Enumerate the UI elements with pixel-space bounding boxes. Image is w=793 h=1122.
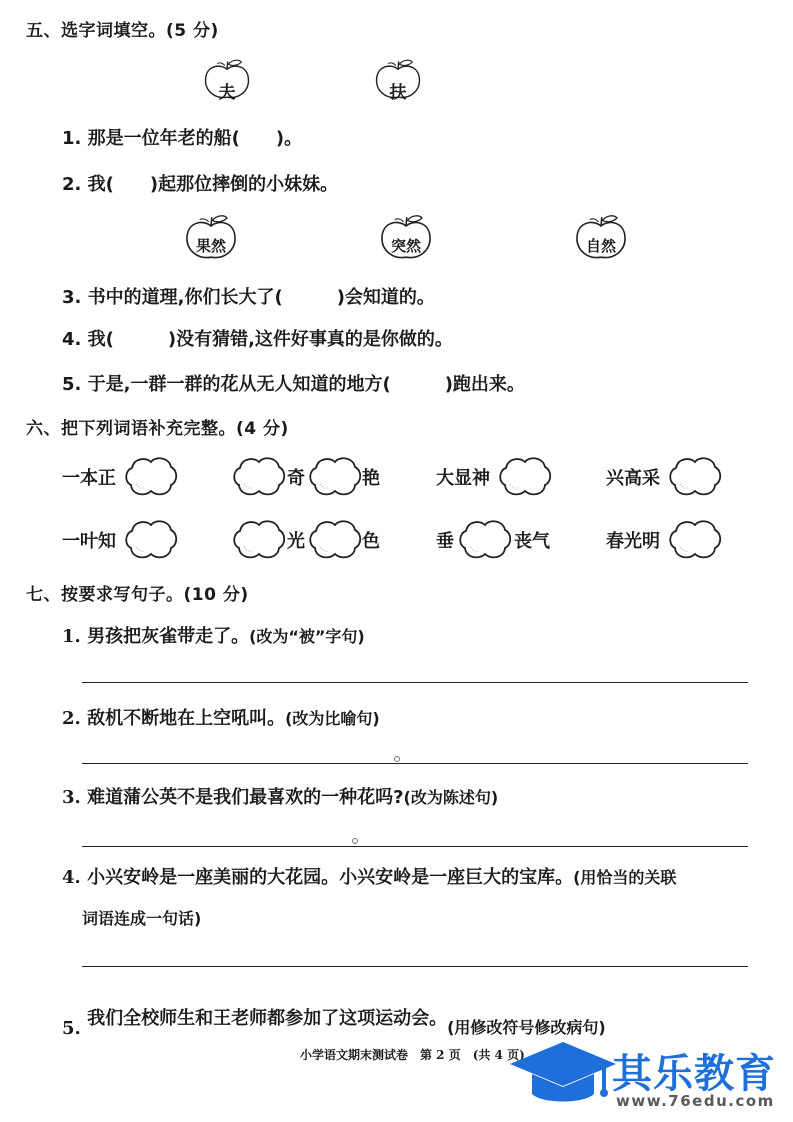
apple-option-turan bbox=[378, 210, 434, 266]
section5-question-4: 4. 我( )没有猜错,这件好事真的是你做的。 bbox=[62, 329, 453, 350]
apple-option-fu-support bbox=[373, 54, 423, 106]
section7-question-5 bbox=[62, 1004, 606, 1039]
apple-option-guoran bbox=[183, 210, 239, 266]
cloud-icon bbox=[498, 454, 552, 498]
option-label: 果然 bbox=[195, 237, 226, 255]
option-label: 扶 bbox=[389, 83, 407, 103]
section7-question-2 bbox=[62, 704, 380, 730]
answer-line[interactable] bbox=[82, 763, 748, 764]
cloud-blank[interactable] bbox=[308, 454, 362, 498]
cloud-icon bbox=[232, 454, 286, 498]
cloud-blank[interactable] bbox=[458, 517, 512, 561]
cloud-icon bbox=[124, 454, 178, 498]
section7-question-1 bbox=[62, 622, 365, 648]
apple-option-ziran bbox=[573, 210, 629, 266]
watermark-url: www.76edu.com bbox=[616, 1092, 775, 1110]
cloud-blank[interactable] bbox=[668, 454, 722, 498]
cloud-icon bbox=[308, 454, 362, 498]
cloud-blank[interactable] bbox=[668, 517, 722, 561]
option-label: 突然 bbox=[390, 237, 421, 255]
cloud-blank[interactable] bbox=[232, 454, 286, 498]
section5-question-2: 2. 我( )起那位摔倒的小妹妹。 bbox=[62, 174, 339, 195]
watermark-brand: 其乐教育 bbox=[612, 1051, 776, 1097]
option-label: 自然 bbox=[585, 237, 616, 255]
cloud-icon bbox=[232, 517, 286, 561]
question-text: 敌机不断地在上空吼叫。 bbox=[87, 708, 286, 729]
graduation-cap-icon bbox=[508, 1040, 618, 1114]
section6-title: 六、把下列词语补充完整。(4 分) bbox=[26, 419, 289, 439]
question-number: 1. bbox=[62, 626, 81, 647]
question-number: 2. bbox=[62, 708, 81, 729]
section7-question-4-line2: 词语连成一句话) bbox=[82, 909, 202, 928]
option-label: 夫 bbox=[218, 83, 236, 103]
section7-question-3 bbox=[62, 783, 498, 809]
question-hint: (用修改符号修改病句) bbox=[447, 1018, 606, 1037]
answer-line[interactable] bbox=[82, 846, 748, 847]
question-number: 3. bbox=[62, 787, 81, 808]
section7-question-4-line1 bbox=[62, 863, 676, 889]
page-footer: 小学语文期末测试卷 第 2 页 (共 4 页) bbox=[300, 1048, 525, 1062]
cloud-icon bbox=[668, 517, 722, 561]
idiom-7-prefix: 垂 bbox=[436, 531, 454, 552]
scan-speck bbox=[394, 756, 400, 762]
question-text: 小兴安岭是一座美丽的大花园。小兴安岭是一座巨大的宝库。 bbox=[87, 867, 574, 888]
question-hint: (改为比喻句) bbox=[285, 709, 380, 728]
apple-option-fu-husband bbox=[202, 54, 252, 106]
question-hint: (用恰当的关联 bbox=[573, 868, 677, 887]
answer-line[interactable] bbox=[82, 966, 748, 967]
cloud-icon bbox=[668, 454, 722, 498]
idiom-1-prefix: 一本正 bbox=[62, 468, 116, 489]
idiom-2-middle: 奇 bbox=[287, 468, 305, 489]
watermark-logo bbox=[508, 1038, 788, 1118]
idiom-4-prefix: 兴高采 bbox=[606, 468, 660, 489]
section5-question-1: 1. 那是一位年老的船( )。 bbox=[62, 128, 303, 149]
question-hint: (改为陈述句) bbox=[403, 788, 499, 807]
cloud-blank[interactable] bbox=[124, 454, 178, 498]
section5-question-5: 5. 于是,一群一群的花从无人知道的地方( )跑出来。 bbox=[62, 374, 525, 395]
cloud-icon bbox=[458, 517, 512, 561]
cloud-icon bbox=[308, 517, 362, 561]
section5-question-3: 3. 书中的道理,你们长大了( )会知道的。 bbox=[62, 287, 435, 308]
idiom-7-suffix: 丧气 bbox=[514, 531, 550, 552]
scan-speck bbox=[352, 838, 358, 844]
cloud-icon bbox=[124, 517, 178, 561]
question-number: 5. bbox=[62, 1018, 81, 1039]
section7-title: 七、按要求写句子。(10 分) bbox=[26, 585, 249, 605]
answer-line[interactable] bbox=[82, 682, 748, 683]
idiom-5-prefix: 一叶知 bbox=[62, 531, 116, 552]
question-number: 4. bbox=[62, 867, 81, 888]
cloud-blank[interactable] bbox=[498, 454, 552, 498]
idiom-3-prefix: 大显神 bbox=[436, 468, 490, 489]
question-text: 男孩把灰雀带走了。 bbox=[87, 626, 250, 647]
idiom-8-prefix: 春光明 bbox=[606, 531, 660, 552]
question-text: 难道蒲公英不是我们最喜欢的一种花吗? bbox=[87, 787, 404, 808]
question-hint: (改为“被”字句) bbox=[249, 627, 365, 646]
cloud-blank[interactable] bbox=[124, 517, 178, 561]
idiom-6-middle: 光 bbox=[287, 531, 305, 552]
cloud-blank[interactable] bbox=[308, 517, 362, 561]
cloud-blank[interactable] bbox=[232, 517, 286, 561]
idiom-2-suffix: 艳 bbox=[362, 468, 380, 489]
question-text: 我们全校师生和王老师都参加了这项运动会。 bbox=[87, 1008, 448, 1029]
section5-title: 五、选字词填空。(5 分) bbox=[26, 21, 219, 41]
idiom-6-suffix: 色 bbox=[362, 531, 380, 552]
